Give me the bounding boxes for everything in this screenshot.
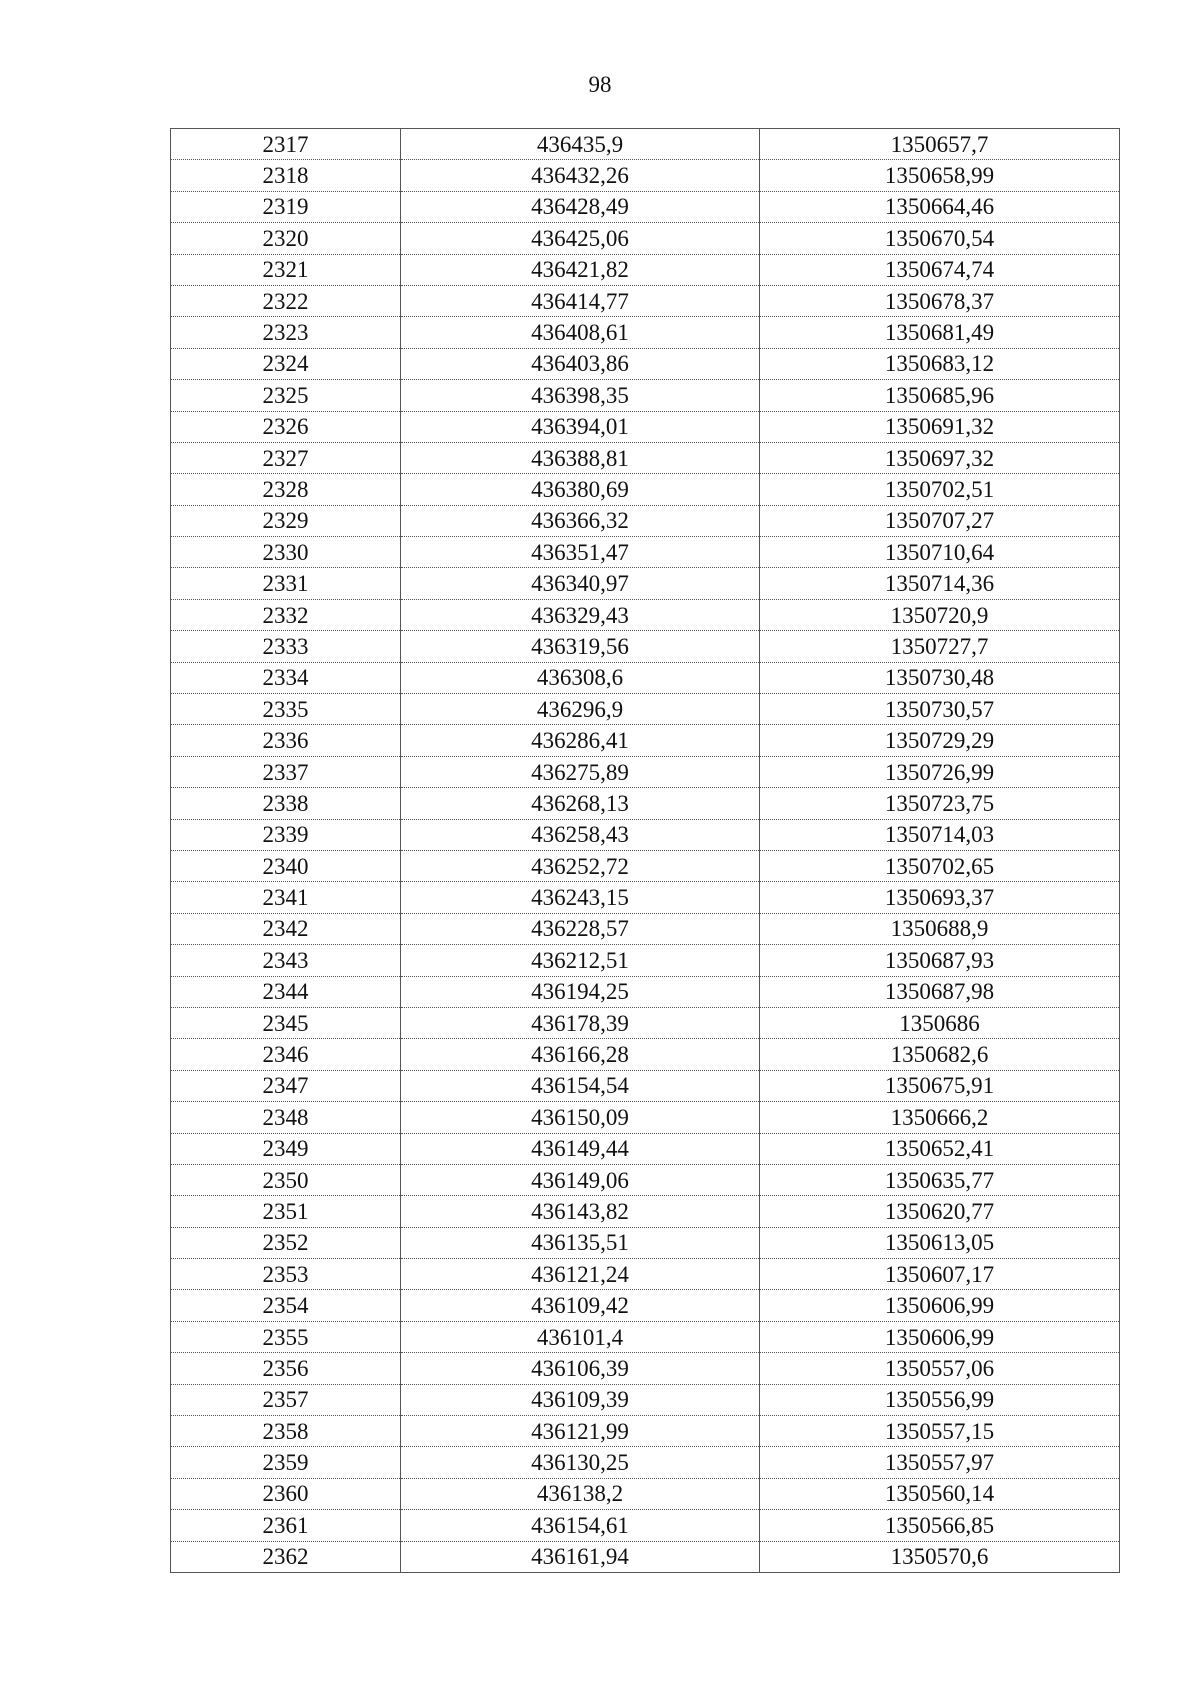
table-row: [171, 725, 1120, 756]
table-row: [171, 1227, 1120, 1258]
x-coordinate-cell: 436150,09: [401, 1102, 760, 1133]
point-number-cell: 2329: [171, 505, 401, 536]
y-coordinate-cell: 1350613,05: [760, 1227, 1120, 1258]
y-coordinate-cell: 1350686: [760, 1007, 1120, 1038]
x-coordinate-cell: 436143,82: [401, 1196, 760, 1227]
y-coordinate-cell: 1350607,17: [760, 1259, 1120, 1290]
point-number-cell: 2349: [171, 1133, 401, 1164]
table-row: [171, 380, 1120, 411]
point-number-cell: 2345: [171, 1007, 401, 1038]
point-number-cell: 2344: [171, 976, 401, 1007]
x-coordinate-cell: 436286,41: [401, 725, 760, 756]
table-row: [171, 1353, 1120, 1384]
x-coordinate-cell: 436138,2: [401, 1478, 760, 1509]
y-coordinate-cell: 1350687,98: [760, 976, 1120, 1007]
y-coordinate-cell: 1350682,6: [760, 1039, 1120, 1070]
point-number-cell: 2354: [171, 1290, 401, 1321]
x-coordinate-cell: 436380,69: [401, 474, 760, 505]
y-coordinate-cell: 1350702,51: [760, 474, 1120, 505]
y-coordinate-cell: 1350710,64: [760, 537, 1120, 568]
y-coordinate-cell: 1350557,06: [760, 1353, 1120, 1384]
table-row: [171, 1070, 1120, 1101]
point-number-cell: 2351: [171, 1196, 401, 1227]
table-row: [171, 694, 1120, 725]
table-row: [171, 1164, 1120, 1195]
coordinates-table-body: [171, 129, 1120, 1573]
point-number-cell: 2331: [171, 568, 401, 599]
y-coordinate-cell: 1350730,48: [760, 662, 1120, 693]
table-row: [171, 1133, 1120, 1164]
table-row: [171, 191, 1120, 222]
point-number-cell: 2347: [171, 1070, 401, 1101]
y-coordinate-cell: 1350681,49: [760, 317, 1120, 348]
y-coordinate-cell: 1350606,99: [760, 1321, 1120, 1352]
table-row: [171, 1510, 1120, 1541]
y-coordinate-cell: 1350685,96: [760, 380, 1120, 411]
x-coordinate-cell: 436149,06: [401, 1164, 760, 1195]
table-row: [171, 505, 1120, 536]
y-coordinate-cell: 1350723,75: [760, 788, 1120, 819]
point-number-cell: 2346: [171, 1039, 401, 1070]
table-row: [171, 1478, 1120, 1509]
x-coordinate-cell: 436308,6: [401, 662, 760, 693]
table-row: [171, 945, 1120, 976]
point-number-cell: 2343: [171, 945, 401, 976]
point-number-cell: 2330: [171, 537, 401, 568]
y-coordinate-cell: 1350670,54: [760, 223, 1120, 254]
x-coordinate-cell: 436425,06: [401, 223, 760, 254]
table-row: [171, 1447, 1120, 1478]
point-number-cell: 2362: [171, 1541, 401, 1572]
x-coordinate-cell: 436388,81: [401, 442, 760, 473]
y-coordinate-cell: 1350674,74: [760, 254, 1120, 285]
point-number-cell: 2335: [171, 694, 401, 725]
x-coordinate-cell: 436194,25: [401, 976, 760, 1007]
x-coordinate-cell: 436252,72: [401, 850, 760, 881]
y-coordinate-cell: 1350560,14: [760, 1478, 1120, 1509]
x-coordinate-cell: 436212,51: [401, 945, 760, 976]
point-number-cell: 2350: [171, 1164, 401, 1195]
y-coordinate-cell: 1350683,12: [760, 348, 1120, 379]
x-coordinate-cell: 436435,9: [401, 129, 760, 160]
table-row: [171, 129, 1120, 160]
table-row: [171, 568, 1120, 599]
table-row: [171, 1259, 1120, 1290]
y-coordinate-cell: 1350666,2: [760, 1102, 1120, 1133]
y-coordinate-cell: 1350652,41: [760, 1133, 1120, 1164]
y-coordinate-cell: 1350664,46: [760, 191, 1120, 222]
table-row: [171, 317, 1120, 348]
y-coordinate-cell: 1350570,6: [760, 1541, 1120, 1572]
point-number-cell: 2332: [171, 599, 401, 630]
x-coordinate-cell: 436228,57: [401, 913, 760, 944]
point-number-cell: 2336: [171, 725, 401, 756]
table-row: [171, 1007, 1120, 1038]
x-coordinate-cell: 436414,77: [401, 285, 760, 316]
point-number-cell: 2333: [171, 631, 401, 662]
table-row: [171, 223, 1120, 254]
x-coordinate-cell: 436109,42: [401, 1290, 760, 1321]
x-coordinate-cell: 436408,61: [401, 317, 760, 348]
x-coordinate-cell: 436135,51: [401, 1227, 760, 1258]
y-coordinate-cell: 1350557,97: [760, 1447, 1120, 1478]
page-number: 98: [588, 72, 612, 97]
y-coordinate-cell: 1350658,99: [760, 160, 1120, 191]
table-row: [171, 1321, 1120, 1352]
y-coordinate-cell: 1350557,15: [760, 1416, 1120, 1447]
y-coordinate-cell: 1350620,77: [760, 1196, 1120, 1227]
point-number-cell: 2353: [171, 1259, 401, 1290]
y-coordinate-cell: 1350678,37: [760, 285, 1120, 316]
table-row: [171, 160, 1120, 191]
table-row: [171, 976, 1120, 1007]
y-coordinate-cell: 1350566,85: [760, 1510, 1120, 1541]
x-coordinate-cell: 436268,13: [401, 788, 760, 819]
x-coordinate-cell: 436398,35: [401, 380, 760, 411]
table-row: [171, 1290, 1120, 1321]
point-number-cell: 2359: [171, 1447, 401, 1478]
table-row: [171, 913, 1120, 944]
x-coordinate-cell: 436432,26: [401, 160, 760, 191]
y-coordinate-cell: 1350714,03: [760, 819, 1120, 850]
x-coordinate-cell: 436121,24: [401, 1259, 760, 1290]
x-coordinate-cell: 436428,49: [401, 191, 760, 222]
x-coordinate-cell: 436351,47: [401, 537, 760, 568]
point-number-cell: 2361: [171, 1510, 401, 1541]
table-row: [171, 850, 1120, 881]
point-number-cell: 2326: [171, 411, 401, 442]
x-coordinate-cell: 436403,86: [401, 348, 760, 379]
table-row: [171, 285, 1120, 316]
table-row: [171, 756, 1120, 787]
x-coordinate-cell: 436106,39: [401, 1353, 760, 1384]
x-coordinate-cell: 436258,43: [401, 819, 760, 850]
table-row: [171, 1541, 1120, 1572]
point-number-cell: 2325: [171, 380, 401, 411]
x-coordinate-cell: 436149,44: [401, 1133, 760, 1164]
point-number-cell: 2338: [171, 788, 401, 819]
y-coordinate-cell: 1350657,7: [760, 129, 1120, 160]
x-coordinate-cell: 436166,28: [401, 1039, 760, 1070]
y-coordinate-cell: 1350702,65: [760, 850, 1120, 881]
y-coordinate-cell: 1350556,99: [760, 1384, 1120, 1415]
x-coordinate-cell: 436366,32: [401, 505, 760, 536]
point-number-cell: 2357: [171, 1384, 401, 1415]
x-coordinate-cell: 436275,89: [401, 756, 760, 787]
x-coordinate-cell: 436161,94: [401, 1541, 760, 1572]
y-coordinate-cell: 1350693,37: [760, 882, 1120, 913]
x-coordinate-cell: 436109,39: [401, 1384, 760, 1415]
point-number-cell: 2328: [171, 474, 401, 505]
point-number-cell: 2324: [171, 348, 401, 379]
point-number-cell: 2317: [171, 129, 401, 160]
point-number-cell: 2358: [171, 1416, 401, 1447]
x-coordinate-cell: 436421,82: [401, 254, 760, 285]
y-coordinate-cell: 1350726,99: [760, 756, 1120, 787]
point-number-cell: 2322: [171, 285, 401, 316]
table-row: [171, 631, 1120, 662]
point-number-cell: 2334: [171, 662, 401, 693]
point-number-cell: 2327: [171, 442, 401, 473]
x-coordinate-cell: 436178,39: [401, 1007, 760, 1038]
table-row: [171, 254, 1120, 285]
x-coordinate-cell: 436319,56: [401, 631, 760, 662]
point-number-cell: 2320: [171, 223, 401, 254]
y-coordinate-cell: 1350687,93: [760, 945, 1120, 976]
x-coordinate-cell: 436329,43: [401, 599, 760, 630]
point-number-cell: 2348: [171, 1102, 401, 1133]
table-row: [171, 1196, 1120, 1227]
x-coordinate-cell: 436154,54: [401, 1070, 760, 1101]
y-coordinate-cell: 1350635,77: [760, 1164, 1120, 1195]
table-row: [171, 537, 1120, 568]
point-number-cell: 2341: [171, 882, 401, 913]
table-row: [171, 348, 1120, 379]
y-coordinate-cell: 1350720,9: [760, 599, 1120, 630]
point-number-cell: 2352: [171, 1227, 401, 1258]
table-row: [171, 882, 1120, 913]
y-coordinate-cell: 1350727,7: [760, 631, 1120, 662]
table-row: [171, 1039, 1120, 1070]
table-row: [171, 442, 1120, 473]
table-row: [171, 1416, 1120, 1447]
point-number-cell: 2319: [171, 191, 401, 222]
table-row: [171, 599, 1120, 630]
y-coordinate-cell: 1350688,9: [760, 913, 1120, 944]
y-coordinate-cell: 1350729,29: [760, 725, 1120, 756]
y-coordinate-cell: 1350714,36: [760, 568, 1120, 599]
point-number-cell: 2360: [171, 1478, 401, 1509]
table-row: [171, 819, 1120, 850]
x-coordinate-cell: 436121,99: [401, 1416, 760, 1447]
x-coordinate-cell: 436243,15: [401, 882, 760, 913]
y-coordinate-cell: 1350691,32: [760, 411, 1120, 442]
point-number-cell: 2340: [171, 850, 401, 881]
point-number-cell: 2323: [171, 317, 401, 348]
table-row: [171, 474, 1120, 505]
x-coordinate-cell: 436154,61: [401, 1510, 760, 1541]
y-coordinate-cell: 1350730,57: [760, 694, 1120, 725]
coordinates-table: [170, 128, 1120, 1573]
table-row: [171, 1102, 1120, 1133]
y-coordinate-cell: 1350697,32: [760, 442, 1120, 473]
point-number-cell: 2339: [171, 819, 401, 850]
point-number-cell: 2318: [171, 160, 401, 191]
point-number-cell: 2342: [171, 913, 401, 944]
y-coordinate-cell: 1350675,91: [760, 1070, 1120, 1101]
point-number-cell: 2355: [171, 1321, 401, 1352]
y-coordinate-cell: 1350606,99: [760, 1290, 1120, 1321]
y-coordinate-cell: 1350707,27: [760, 505, 1120, 536]
table-row: [171, 788, 1120, 819]
point-number-cell: 2356: [171, 1353, 401, 1384]
point-number-cell: 2337: [171, 756, 401, 787]
x-coordinate-cell: 436130,25: [401, 1447, 760, 1478]
table-row: [171, 1384, 1120, 1415]
x-coordinate-cell: 436296,9: [401, 694, 760, 725]
x-coordinate-cell: 436340,97: [401, 568, 760, 599]
table-row: [171, 411, 1120, 442]
table-row: [171, 662, 1120, 693]
x-coordinate-cell: 436394,01: [401, 411, 760, 442]
point-number-cell: 2321: [171, 254, 401, 285]
x-coordinate-cell: 436101,4: [401, 1321, 760, 1352]
